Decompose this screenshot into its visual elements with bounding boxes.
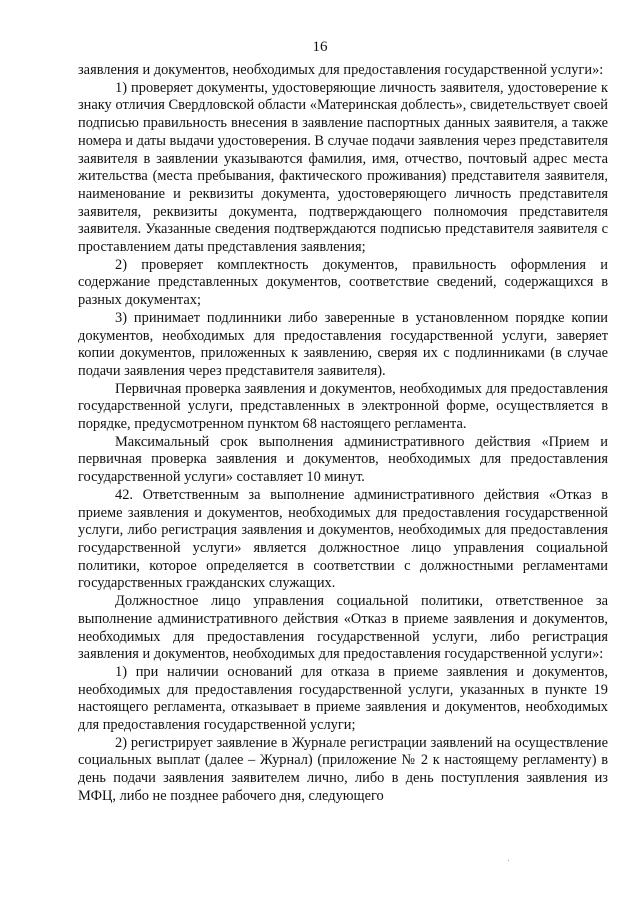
paragraph: Максимальный срок выполнения административного действия «Прием и первичная проверка заявления и документов, необходимых для предоставления государственной услуги» составляет 10 минут.	[78, 433, 608, 486]
paragraph: 3) принимает подлинники либо заверенные в установленном порядке копии документов, необходимых для предоставления государственной услуги, заверяет копии документов, приложенных к заявлению, сверяя их с подлинниками (в случае подачи заявления через представителя заявителя).	[78, 309, 608, 379]
paragraph: 2) проверяет комплектность документов, правильность оформления и содержание представленных документов, соответствие сведений, содержащихся в разных документах;	[78, 256, 608, 309]
paragraph: 1) при наличии оснований для отказа в приеме заявления и документов, необходимых для предоставления государственной услуги, указанных в пункте 19 настоящего регламента, отказывает в приеме заявления и документов, необходимых для предоставления государственной услуги;	[78, 663, 608, 734]
scan-speck	[508, 860, 509, 861]
paragraph: 2) регистрирует заявление в Журнале регистрации заявлений на осуществление социальных выплат (далее – Журнал) (приложение № 2 к настоящему регламенту) в день подачи заявления заявителем лично, либо в день поступления заявления из МФЦ, либо не позднее рабочего дня, следующего	[78, 734, 608, 804]
paragraph: 42. Ответственным за выполнение административного действия «Отказ в приеме заявления и документов, необходимых для предоставления государственной услуги, либо регистрация заявления и документов, необходимых для предоставления государственной услуги» является должностное лицо управления социальной политики, которое определяется в соответствии с должностными регламентами государственных гражданских служащих.	[78, 486, 608, 592]
document-body	[78, 62, 608, 806]
paragraph: Должностное лицо управления социальной политики, ответственное за выполнение административного действия «Отказ в приеме заявления и документов, необходимых для предоставления государственной услуги, либо регистрация заявления и документов, необходимых для предоставления государственной услуги»:	[78, 593, 608, 663]
paragraph: Первичная проверка заявления и документов, необходимых для предоставления государственной услуги, представленных в электронной форме, осуществляется в порядке, предусмотренном пунктом 68 настоящего регламента.	[78, 380, 608, 433]
paragraph: заявления и документов, необходимых для предоставления государственной услуги»:	[78, 62, 604, 78]
page-number: 16	[312, 39, 328, 55]
paragraph: 1) проверяет документы, удостоверяющие личность заявителя, удостоверение к знаку отличия Свердловской области «Материнская доблесть», свидетельствует своей подписью правильность внесения в заявление паспортных данных заявителя, а также номера и даты выдачи удостоверения. В случае подачи заявления через представителя заявителя в заявлении указываются фамилия, имя, отчество, почтовый адрес места жительства (места пребывания, фактического проживания) представителя заявителя, наименование и реквизиты документа, удостоверяющего личность представителя заявителя, реквизиты документа, подтверждающего полномочия представителя заявителя. Указанные сведения подтверждаются подписью представителя заявителя с проставлением даты представления заявления;	[78, 79, 608, 256]
